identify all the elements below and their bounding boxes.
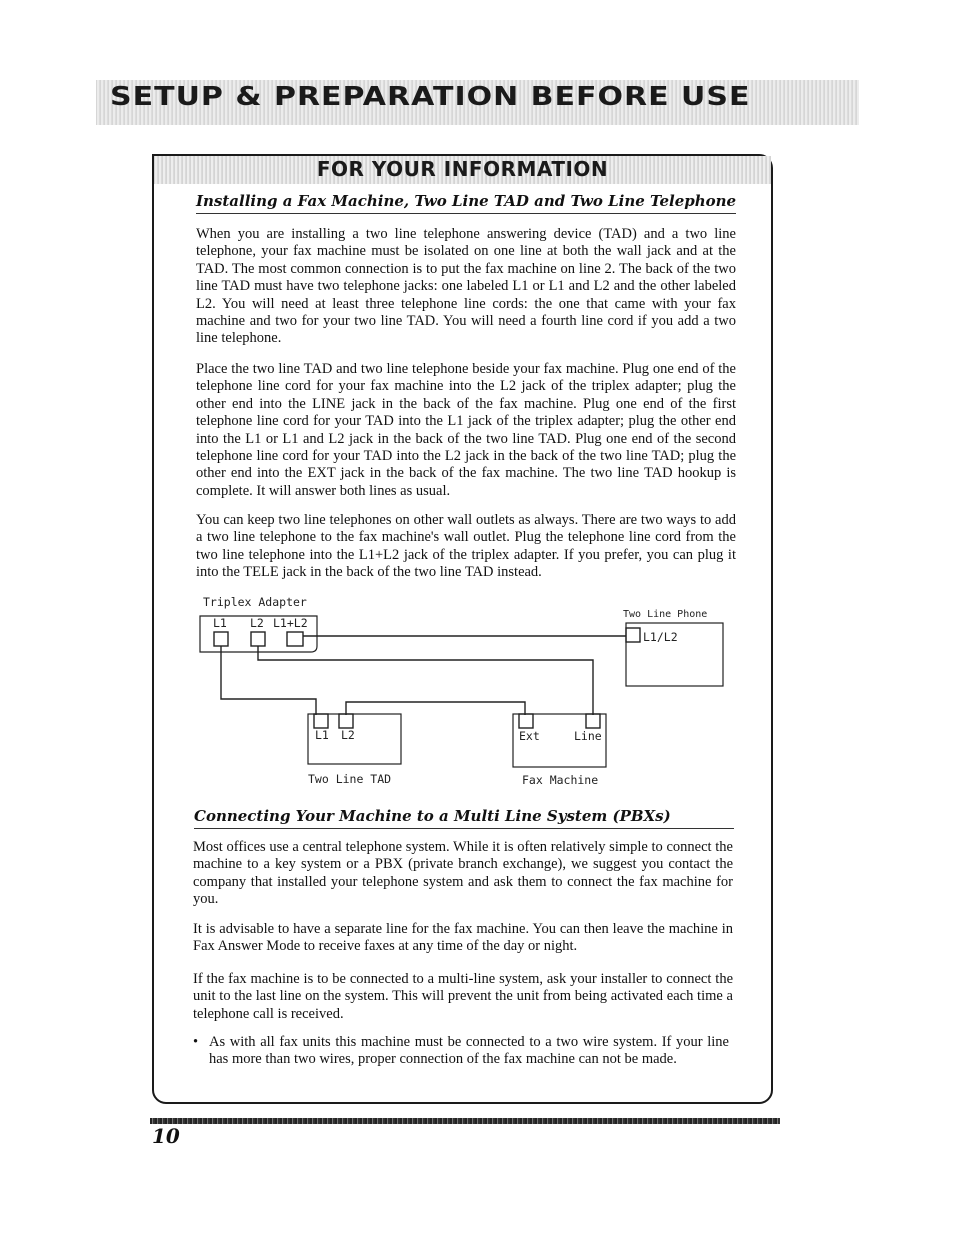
triplex-jack-label-l1: L1 bbox=[213, 616, 227, 630]
paragraph: Place the two line TAD and two line telephone beside your fax machine. Plug one end of the telephone line cord for your fax machine into the L2 jack of the triplex adapter; plug the other end into the LINE jack in the back of the fax machine. Plug one end of the first telephone line cord for your TAD into the L1 jack of the triplex adapter; plug the other end into the L1 or L1 and L2 jack in the back of the two line TAD. Plug one end of the second telephone line cord for your TAD into the L2 jack in the back of the two line TAD; plug the other end into the EXT jack in the back of the fax machine. The two line TAD hookup is complete. It will answer both lines as usual. bbox=[196, 361, 736, 499]
paragraph: If the fax machine is to be connected to a multi-line system, ask your installer to connect the unit to the last line on the system. This will prevent the unit from being activated each time a telephone call is received. bbox=[193, 971, 733, 1022]
cord-tad-l2-to-fax-ext bbox=[346, 702, 525, 715]
bullet-text: As with all fax units this machine must be connected to a two wire system. If your line has more than two wires, proper connection of the fax machine can not be made. bbox=[209, 1034, 729, 1068]
page-header-title: SETUP & PREPARATION BEFORE USE bbox=[110, 82, 751, 112]
fax-jack-ext bbox=[519, 714, 533, 728]
paragraph: It is advisable to have a separate line for the fax machine. You can then leave the machine in Fax Answer Mode to receive faxes at any time of the day or night. bbox=[193, 921, 733, 955]
phone-jack bbox=[626, 628, 640, 642]
triplex-jack-label-l2: L2 bbox=[250, 616, 264, 630]
header-band bbox=[96, 80, 859, 125]
triplex-jack-l1l2 bbox=[287, 632, 303, 646]
cord-l1-to-tad bbox=[221, 646, 316, 715]
connection-diagram bbox=[195, 590, 740, 795]
tad-jack-l2 bbox=[339, 714, 353, 728]
paragraph: You can keep two line telephones on other wall outlets as always. There are two ways to add a two line telephone to the fax machine's wall outlet. Plug the telephone line cord from the two line telephone into the L1+L2 jack of the triplex adapter. If you prefer, you can plug it into the TELE jack in the back of the two line TAD instead. bbox=[196, 512, 736, 581]
two-line-tad-label: Two Line TAD bbox=[308, 772, 392, 786]
footer-rule bbox=[150, 1118, 780, 1124]
section-heading-fax-tad: Installing a Fax Machine, Two Line TAD and Two Line Telephone bbox=[196, 192, 736, 214]
triplex-jack-l2 bbox=[251, 632, 265, 646]
triplex-adapter-label: Triplex Adapter bbox=[203, 595, 307, 609]
cord-l2-to-fax-line bbox=[258, 646, 593, 715]
bullet-dot: • bbox=[193, 1034, 199, 1050]
fax-jack-label-ext: Ext bbox=[519, 729, 540, 743]
triplex-jack-label-l1l2: L1+L2 bbox=[273, 616, 308, 630]
page-number: 10 bbox=[152, 1124, 180, 1148]
tad-jack-label-l2: L2 bbox=[341, 728, 355, 742]
tad-jack-label-l1: L1 bbox=[315, 728, 329, 742]
section-heading-pbx: Connecting Your Machine to a Multi Line System (PBXs) bbox=[194, 807, 734, 829]
paragraph: Most offices use a central telephone system. While it is often relatively simple to connect the machine to a key system or a PBX (private branch exchange), we suggest you contact the company that installed your telephone system and ask them to connect the fax machine for you. bbox=[193, 839, 733, 908]
phone-jack-label: L1/L2 bbox=[643, 630, 678, 644]
two-line-phone-label: Two Line Phone bbox=[623, 609, 708, 620]
fax-machine-label: Fax Machine bbox=[522, 773, 599, 787]
triplex-jack-l1 bbox=[214, 632, 228, 646]
paragraph: When you are installing a two line telephone answering device (TAD) and a two line telephone, your fax machine must be isolated on one line at both the wall jack and at the TAD. The most common connection is to put the fax machine on line 2. The back of the two line TAD must have two telephone jacks: one labeled L1 or L1 and L2 and the other labeled L2. You will need at least three telephone line cords: the one that came with your fax machine and two for your two line TAD. You will need a fourth line cord if you add a two line telephone. bbox=[196, 226, 736, 347]
info-box-band bbox=[154, 156, 771, 184]
tad-jack-l1 bbox=[314, 714, 328, 728]
info-box-title: FOR YOUR INFORMATION bbox=[316, 157, 609, 181]
fax-jack-label-line: Line bbox=[574, 729, 602, 743]
fax-jack-line bbox=[586, 714, 600, 728]
